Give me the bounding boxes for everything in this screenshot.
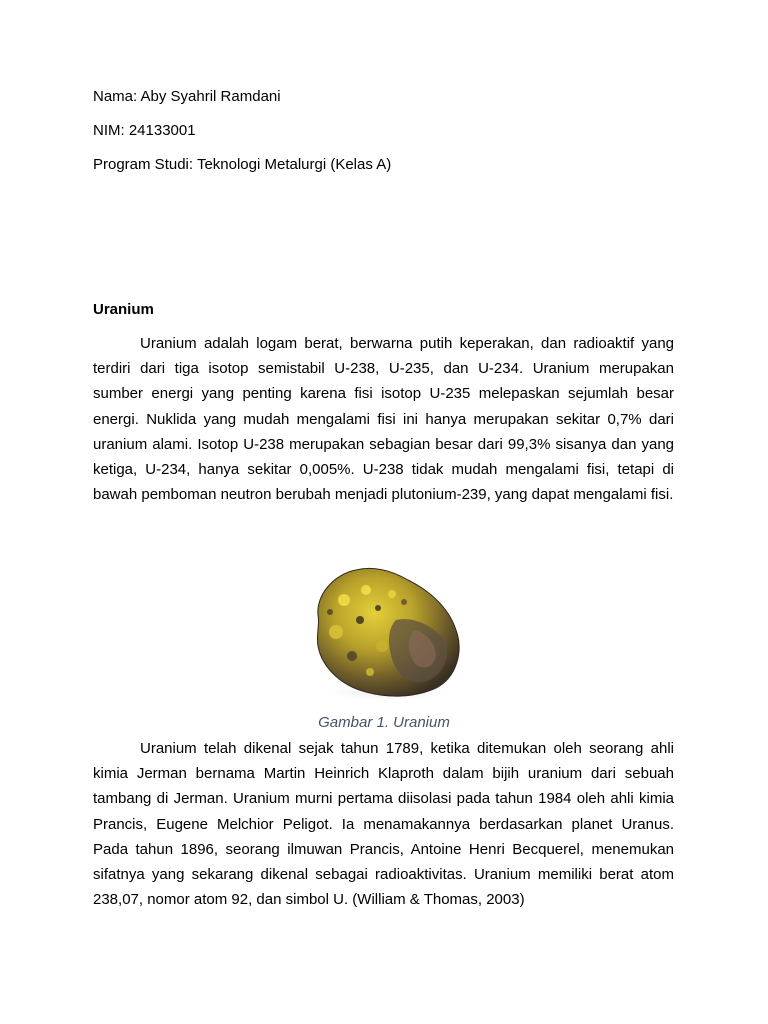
section-title: Uranium xyxy=(93,301,154,318)
figure-caption: Gambar 1. Uranium xyxy=(318,714,450,731)
study-program: Program Studi: Teknologi Metalurgi (Kelas A) xyxy=(93,156,392,173)
paragraph-history: Uranium telah dikenal sejak tahun 1789, ketika ditemukan oleh seorang ahli kimia Jerman bernama Martin Heinrich Klaproth dalam bijih uranium dari sebuah tambang di Jerman. Uranium murni pertama diisolasi pada tahun 1984 oleh ahli kimia Prancis, Eugene Melchior Peligot. Ia menamakannya berdasarkan planet Uranus. Pada tahun 1896, seorang ilmuwan Prancis, Antoine Henri Becquerel, menemukan sifatnya yang sekarang dikenal sebagai radioaktivitas. Uranium memiliki berat atom 238,07, nomor atom 92, dan simbol U. (William & Thomas, 2003) xyxy=(93,740,674,909)
student-nim: NIM: 24133001 xyxy=(93,122,196,139)
paragraph-intro: Uranium adalah logam berat, berwarna putih keperakan, dan radioaktif yang terdiri dari tiga isotop semistabil U-238, U-235, dan U-234. Uranium merupakan sumber energi yang penting karena fisi isotop U-235 melepaskan sejumlah besar energi. Nuklida yang mudah mengalami fisi ini hanya merupakan sekitar 0,7% dari uranium alami. Isotop U-238 merupakan sebagian besar dari 99,3% sisanya dan yang ketiga, U-234, hanya sekitar 0,005%. U-238 tidak mudah mengalami fisi, tetapi di bawah pemboman neutron berubah menjadi plutonium-239, yang dapat mengalami fisi. xyxy=(93,335,674,504)
uranium-ore-image xyxy=(296,560,472,710)
student-name: Nama: Aby Syahril Ramdani xyxy=(93,88,281,105)
uranium-ore-illustration xyxy=(296,560,472,710)
